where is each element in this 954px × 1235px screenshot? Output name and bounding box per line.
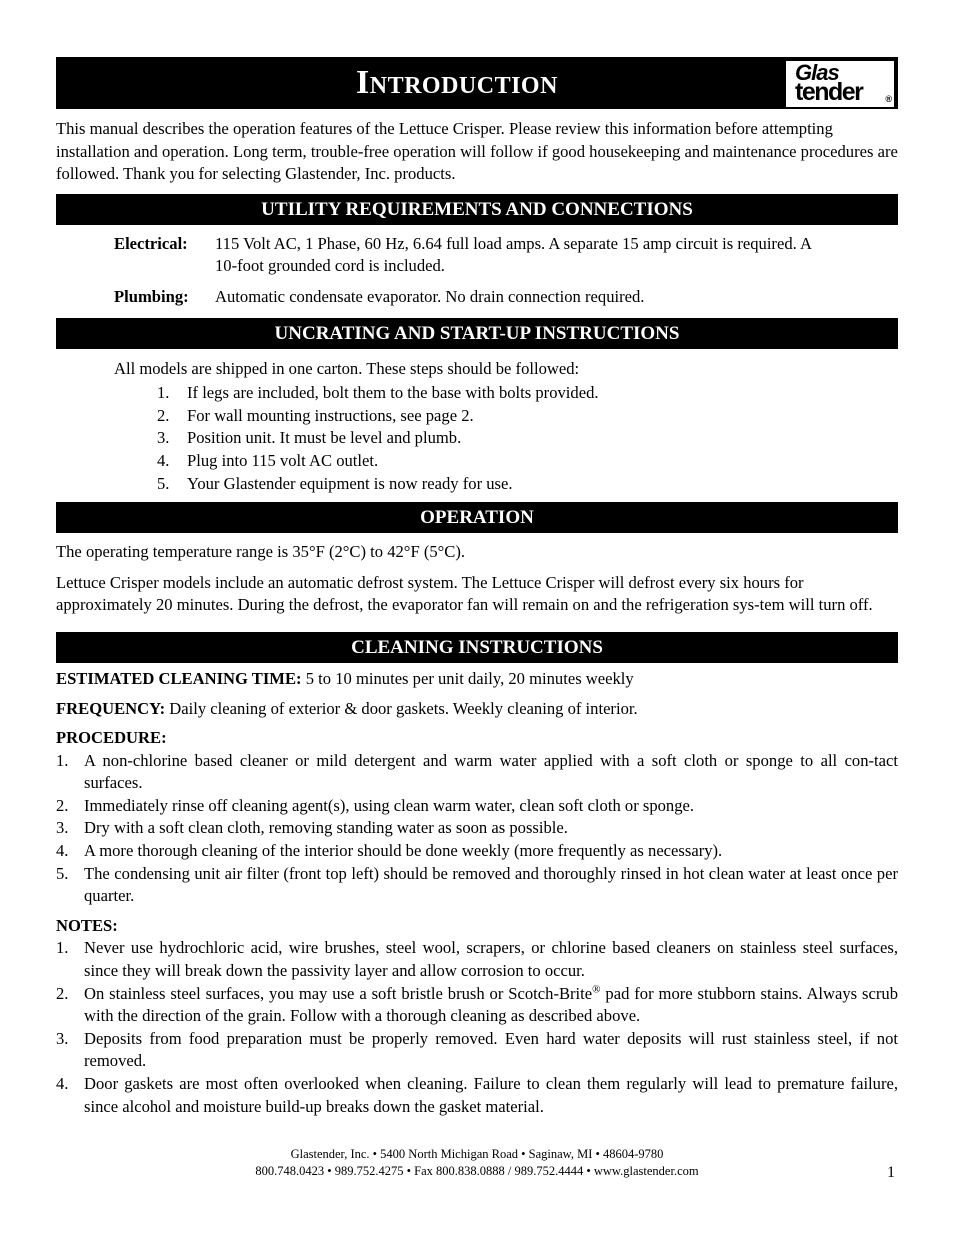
cleaning-heading: CLEANING INSTRUCTIONS [56, 632, 898, 663]
list-item: 5. The condensing unit air filter (front top left) should be removed and thoroughly rinsed in hot clean water at least once per quarter. [56, 863, 898, 906]
list-item: 3. Dry with a soft clean cloth, removing standing water as soon as possible. [56, 818, 568, 838]
list-item: 5. Your Glastender equipment is now ready for use. [157, 473, 513, 493]
electrical-value: 115 Volt AC, 1 Phase, 60 Hz, 6.64 full load amps. A separate 15 amp circuit is required. A 10-foot grounded cord is included. [215, 233, 812, 276]
list-item: 4. Door gaskets are most often overlooked when cleaning. Failure to clean them regularly will lead to premature failure, since alcohol and moisture build-up breaks down the gasket material. [56, 1074, 898, 1116]
uncrating-lead: All models are shipped in one carton. These steps should be followed: [114, 358, 580, 378]
list-item: 2. For wall mounting instructions, see page 2. [157, 405, 474, 425]
list-item: 3. Position unit. It must be level and plumb. [157, 428, 462, 448]
page-title: Introduction [356, 64, 558, 101]
registered-mark: ® [592, 983, 601, 996]
utility-heading: UTILITY REQUIREMENTS AND CONNECTIONS [56, 194, 898, 225]
uncrating-heading: UNCRATING AND START-UP INSTRUCTIONS [56, 318, 898, 349]
list-item: 4. A more thorough cleaning of the interior should be done weekly (more frequently as necessary). [56, 841, 723, 861]
list-item: 1. If legs are included, bolt them to the base with bolts provided. [157, 383, 599, 403]
footer-contacts: 800.748.0423 • 989.752.4275 • Fax 800.838.0888 / 989.752.4444 • www.glastender.com [255, 1164, 699, 1178]
manual-page [56, 57, 898, 1118]
cleaning-time-value: 5 to 10 minutes per unit daily, 20 minutes weekly [301, 668, 634, 688]
cleaning-time-label: ESTIMATED CLEANING TIME: [56, 668, 302, 688]
operation-temperature: The operating temperature range is 35°F (2°C) to 42°F (5°C). [56, 542, 466, 562]
cleaning-frequency [56, 698, 898, 721]
title-bar [56, 57, 898, 109]
operation-defrost: Lettuce Crisper models include an automatic defrost system. The Lettuce Crisper will defrost every six hours for approximately 20 minutes. During the defrost, the evaporator fan will remain on and the refrigeration sys-tem will turn off. [56, 572, 873, 615]
footer-address: Glastender, Inc. • 5400 North Michigan Road • Saginaw, MI • 48604-9780 [290, 1147, 664, 1161]
plumbing-row [114, 286, 898, 309]
logo-line2: tender [795, 78, 863, 106]
list-item: 1. Never use hydrochloric acid, wire brushes, steel wool, scrapers, or chlorine based cleaners on stainless steel surfaces, since they will break down the passivity layer and allow corrosion to occur. [56, 938, 898, 981]
notes-label: NOTES: [56, 915, 118, 935]
uncrating-steps [56, 382, 898, 495]
notes-list [56, 937, 898, 1118]
frequency-label: FREQUENCY: [56, 698, 166, 718]
electrical-label: Electrical: [114, 233, 188, 253]
cleaning-time [56, 668, 898, 691]
list-item: 2. Immediately rinse off cleaning agent(s), using clean warm water, clean soft cloth or sponge. [56, 795, 695, 815]
plumbing-value: Automatic condensate evaporator. No drain connection required. [215, 286, 645, 306]
electrical-row [114, 233, 898, 278]
list-item: 2. On stainless steel surfaces, you may use a soft bristle brush or Scotch-Brite® pad for more stubborn stains. Always scrub with the direction of the grain. Follow with a thorough cleaning as described above. [56, 983, 898, 1026]
operation-heading: OPERATION [56, 502, 898, 533]
list-item: 4. Plug into 115 volt AC outlet. [157, 450, 379, 470]
plumbing-label: Plumbing: [114, 286, 189, 306]
page-number: 1 [887, 1164, 895, 1181]
logo-registered-mark: ® [885, 94, 892, 104]
intro-paragraph: This manual describes the operation features of the Lettuce Crisper. Please review this information before attempting installation and operation. Long term, trouble-free operation will follow if good housekeeping and maintenance procedures are followed. Thank you for selecting Glastender, Inc. products. [56, 119, 898, 184]
frequency-value: Daily cleaning of exterior & door gaskets. Weekly cleaning of interior. [165, 698, 638, 718]
glastender-logo [786, 61, 894, 107]
page-footer [0, 1146, 954, 1180]
logo-line1: Glas [795, 60, 839, 85]
list-item: 1. A non-chlorine based cleaner or mild detergent and warm water applied with a soft cloth or sponge to all con-tact surfaces. [56, 750, 898, 793]
list-item: 3. Deposits from food preparation must be properly removed. Even hard water deposits will rust stainless steel, if not removed. [56, 1028, 898, 1071]
procedure-label: PROCEDURE: [56, 728, 167, 748]
procedure-list [56, 750, 898, 908]
